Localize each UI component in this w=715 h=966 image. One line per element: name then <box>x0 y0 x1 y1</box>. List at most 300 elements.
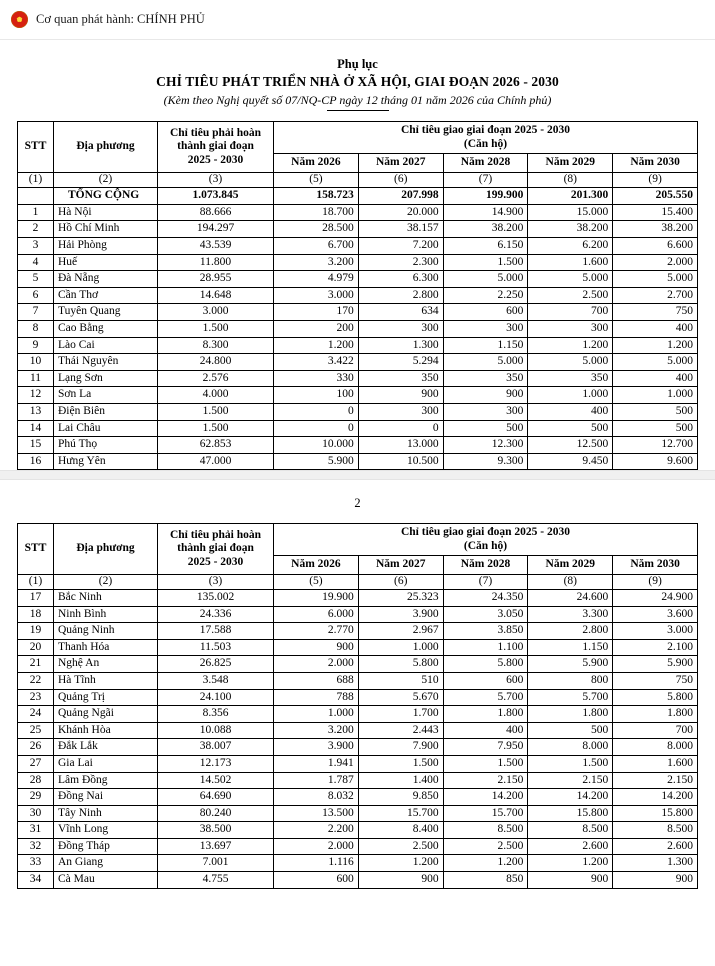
header-target-line-1-p2: Chỉ tiêu phải hoàn <box>169 528 262 541</box>
cell-2028: 5.700 <box>443 689 528 706</box>
cell-locality: Thái Nguyên <box>54 354 158 371</box>
cell-locality: Ninh Bình <box>54 606 158 623</box>
cell-locality: Quảng Ngãi <box>54 706 158 723</box>
cell-locality: Tuyên Quang <box>54 304 158 321</box>
header-year-2028: Năm 2028 <box>443 154 528 173</box>
cell-stt: 3 <box>18 237 54 254</box>
cell-2030: 5.000 <box>613 271 698 288</box>
cell-locality: Khánh Hòa <box>54 722 158 739</box>
table-row <box>18 254 698 271</box>
cell-locality: Bắc Ninh <box>54 589 158 606</box>
cell-target: 38.007 <box>158 739 274 756</box>
cell-2030: 750 <box>613 304 698 321</box>
table-row <box>18 370 698 387</box>
cell-2030: 12.700 <box>613 437 698 454</box>
issuer-label: Cơ quan phát hành: CHÍNH PHỦ <box>36 12 205 26</box>
cell-stt: 31 <box>18 822 54 839</box>
cell-2026: 19.900 <box>274 589 359 606</box>
cell-2030: 900 <box>613 872 698 889</box>
cell-2030: 2.600 <box>613 838 698 855</box>
cell-target: 13.697 <box>158 838 274 855</box>
cell-stt: 32 <box>18 838 54 855</box>
cell-locality: Cà Mau <box>54 872 158 889</box>
cell-2028: 7.950 <box>443 739 528 756</box>
table-row <box>18 689 698 706</box>
cell-2029: 38.200 <box>528 221 613 238</box>
page-number-2: 2 <box>354 496 361 511</box>
cell-2026: 3.200 <box>274 722 359 739</box>
cell-stt: 14 <box>18 420 54 437</box>
cell-target: 28.955 <box>158 271 274 288</box>
title-block <box>0 40 715 111</box>
table-row <box>18 437 698 454</box>
cell-target: 4.755 <box>158 872 274 889</box>
header-stt-p2: STT <box>18 524 54 575</box>
indicator-table-page-2 <box>17 523 698 888</box>
cell-locality: Lạng Sơn <box>54 370 158 387</box>
table-row <box>18 337 698 354</box>
cell-2030: 5.800 <box>613 689 698 706</box>
cell-target: 1.500 <box>158 320 274 337</box>
colnum-1: (1) <box>18 172 54 187</box>
cell-2029: 1.200 <box>528 337 613 354</box>
table-row <box>18 706 698 723</box>
cell-target: 1.500 <box>158 420 274 437</box>
cell-locality: Đồng Nai <box>54 789 158 806</box>
cell-target: 24.336 <box>158 606 274 623</box>
cell-target: 24.800 <box>158 354 274 371</box>
cell-2028: 6.150 <box>443 237 528 254</box>
table-1-header-row-1 <box>18 122 698 154</box>
cell-2027: 20.000 <box>358 204 443 221</box>
cell-stt: 6 <box>18 287 54 304</box>
cell-2027: 5.670 <box>358 689 443 706</box>
cell-2029: 300 <box>528 320 613 337</box>
cell-2028: 5.000 <box>443 354 528 371</box>
header-target-line-2-p2: thành giai đoạn <box>177 542 254 555</box>
cell-2027: 2.443 <box>358 722 443 739</box>
cell-target: 14.502 <box>158 772 274 789</box>
cell-2030: 5.900 <box>613 656 698 673</box>
cell-2029: 400 <box>528 403 613 420</box>
header-year-2027: Năm 2027 <box>358 154 443 173</box>
table-row <box>18 304 698 321</box>
cell-2027: 6.300 <box>358 271 443 288</box>
cell-2027: 7.900 <box>358 739 443 756</box>
cell-2026: 3.000 <box>274 287 359 304</box>
table-row <box>18 453 698 470</box>
page-separator <box>0 470 715 480</box>
cell-2030: 400 <box>613 320 698 337</box>
cell-locality: Hà Tĩnh <box>54 672 158 689</box>
header-assigned-line-2: (Căn hộ) <box>463 137 508 150</box>
header-year-2027-p2: Năm 2027 <box>358 556 443 575</box>
cell-2026: 200 <box>274 320 359 337</box>
cell-stt: 29 <box>18 789 54 806</box>
cell-2029: 15.800 <box>528 805 613 822</box>
cell-locality: Hải Phòng <box>54 237 158 254</box>
table-row <box>18 855 698 872</box>
cell-2026: 100 <box>274 387 359 404</box>
cell-2026: 4.979 <box>274 271 359 288</box>
cell-locality: Đồng Tháp <box>54 838 158 855</box>
cell-2029: 5.900 <box>528 656 613 673</box>
cell-2026: 900 <box>274 639 359 656</box>
cell-locality: Hưng Yên <box>54 453 158 470</box>
cell-locality: Thanh Hóa <box>54 639 158 656</box>
cell-2026: 788 <box>274 689 359 706</box>
cell-2029: 1.800 <box>528 706 613 723</box>
cell-2026: 2.000 <box>274 656 359 673</box>
cell-2027: 9.850 <box>358 789 443 806</box>
header-stt: STT <box>18 122 54 173</box>
cell-2028: 400 <box>443 722 528 739</box>
cell-2026: 2.200 <box>274 822 359 839</box>
header-locality-p2: Địa phương <box>54 524 158 575</box>
cell-2029: 1.600 <box>528 254 613 271</box>
cell-target: 194.297 <box>158 221 274 238</box>
table-row <box>18 287 698 304</box>
cell-2028: 1.800 <box>443 706 528 723</box>
cell-stt: 21 <box>18 656 54 673</box>
cell-2028: 900 <box>443 387 528 404</box>
document-page-1 <box>0 40 715 470</box>
colnum-6-p2: (6) <box>358 574 443 589</box>
cell-locality: Nghệ An <box>54 656 158 673</box>
cell-2030: 2.150 <box>613 772 698 789</box>
cell-2029: 2.500 <box>528 287 613 304</box>
header-target-line-2: thành giai đoạn <box>177 140 254 153</box>
cell-2028: 1.200 <box>443 855 528 872</box>
header-year-2026-p2: Năm 2026 <box>274 556 359 575</box>
cell-2026: 2.000 <box>274 838 359 855</box>
cell-2029: 3.300 <box>528 606 613 623</box>
total-2027: 207.998 <box>358 187 443 204</box>
header-target-period-p2 <box>158 524 274 575</box>
cell-target: 47.000 <box>158 453 274 470</box>
table-2-body <box>18 574 698 888</box>
cell-2027: 2.967 <box>358 623 443 640</box>
table-2-header <box>18 524 698 575</box>
cell-2026: 0 <box>274 420 359 437</box>
cell-2030: 15.400 <box>613 204 698 221</box>
cell-stt: 2 <box>18 221 54 238</box>
cell-2030: 1.300 <box>613 855 698 872</box>
cell-locality: An Giang <box>54 855 158 872</box>
cell-target: 14.648 <box>158 287 274 304</box>
cell-target: 11.800 <box>158 254 274 271</box>
cell-2029: 1.000 <box>528 387 613 404</box>
colnum-8-p2: (8) <box>528 574 613 589</box>
cell-2028: 12.300 <box>443 437 528 454</box>
cell-target: 80.240 <box>158 805 274 822</box>
cell-stt: 30 <box>18 805 54 822</box>
cell-stt: 1 <box>18 204 54 221</box>
colnum-9-p2: (9) <box>613 574 698 589</box>
cell-2027: 900 <box>358 387 443 404</box>
cell-2027: 8.400 <box>358 822 443 839</box>
table-row <box>18 589 698 606</box>
cell-2030: 2.700 <box>613 287 698 304</box>
cell-2026: 6.700 <box>274 237 359 254</box>
cell-2030: 9.600 <box>613 453 698 470</box>
cell-2029: 24.600 <box>528 589 613 606</box>
cell-2026: 6.000 <box>274 606 359 623</box>
cell-2029: 8.000 <box>528 739 613 756</box>
cell-2026: 8.032 <box>274 789 359 806</box>
cell-2029: 2.150 <box>528 772 613 789</box>
cell-stt: 18 <box>18 606 54 623</box>
cell-target: 11.503 <box>158 639 274 656</box>
cell-2027: 13.000 <box>358 437 443 454</box>
colnum-8: (8) <box>528 172 613 187</box>
total-2026: 158.723 <box>274 187 359 204</box>
cell-stt: 15 <box>18 437 54 454</box>
cell-2026: 1.941 <box>274 755 359 772</box>
table-row <box>18 320 698 337</box>
cell-2029: 1.500 <box>528 755 613 772</box>
cell-2028: 1.500 <box>443 755 528 772</box>
cell-target: 64.690 <box>158 789 274 806</box>
header-assigned-line-1: Chỉ tiêu giao giai đoạn 2025 - 2030 <box>400 124 570 137</box>
cell-2026: 330 <box>274 370 359 387</box>
cell-2028: 350 <box>443 370 528 387</box>
cell-target: 10.088 <box>158 722 274 739</box>
colnum-3: (3) <box>158 172 274 187</box>
cell-target: 8.300 <box>158 337 274 354</box>
table-row <box>18 606 698 623</box>
total-target: 1.073.845 <box>158 187 274 204</box>
table-row <box>18 822 698 839</box>
cell-stt: 19 <box>18 623 54 640</box>
cell-2027: 5.800 <box>358 656 443 673</box>
table-1-header <box>18 122 698 173</box>
cell-2028: 5.000 <box>443 271 528 288</box>
cell-locality: Vĩnh Long <box>54 822 158 839</box>
table-1-column-number-row <box>18 172 698 187</box>
cell-locality: Huế <box>54 254 158 271</box>
cell-2029: 700 <box>528 304 613 321</box>
cell-stt: 9 <box>18 337 54 354</box>
page-title: CHỈ TIÊU PHÁT TRIỂN NHÀ Ở XÃ HỘI, GIAI ĐOẠN 2026 - 2030 <box>156 73 559 89</box>
header-year-2026: Năm 2026 <box>274 154 359 173</box>
colnum-1-p2: (1) <box>18 574 54 589</box>
cell-locality: Hà Nội <box>54 204 158 221</box>
colnum-7-p2: (7) <box>443 574 528 589</box>
cell-2030: 15.800 <box>613 805 698 822</box>
table-row <box>18 772 698 789</box>
header-target-line-3-p2: 2025 - 2030 <box>187 555 244 568</box>
cell-2029: 2.600 <box>528 838 613 855</box>
header-year-2028-p2: Năm 2028 <box>443 556 528 575</box>
cell-locality: Cần Thơ <box>54 287 158 304</box>
cell-2026: 28.500 <box>274 221 359 238</box>
table-2-header-row-1 <box>18 524 698 556</box>
cell-2028: 1.150 <box>443 337 528 354</box>
cell-2030: 400 <box>613 370 698 387</box>
cell-target: 12.173 <box>158 755 274 772</box>
cell-2027: 1.700 <box>358 706 443 723</box>
cell-2030: 1.600 <box>613 755 698 772</box>
total-2030: 205.550 <box>613 187 698 204</box>
table-row <box>18 722 698 739</box>
cell-2028: 14.200 <box>443 789 528 806</box>
cell-2027: 300 <box>358 403 443 420</box>
cell-2030: 5.000 <box>613 354 698 371</box>
cell-target: 38.500 <box>158 822 274 839</box>
cell-locality: Lâm Đồng <box>54 772 158 789</box>
cell-2030: 1.200 <box>613 337 698 354</box>
cell-2029: 6.200 <box>528 237 613 254</box>
vietnam-emblem-icon <box>11 11 28 28</box>
table-row <box>18 739 698 756</box>
cell-2026: 1.000 <box>274 706 359 723</box>
cell-2029: 350 <box>528 370 613 387</box>
cell-2028: 300 <box>443 403 528 420</box>
cell-2029: 14.200 <box>528 789 613 806</box>
header-locality: Địa phương <box>54 122 158 173</box>
cell-2028: 2.250 <box>443 287 528 304</box>
cell-2026: 5.900 <box>274 453 359 470</box>
cell-2029: 8.500 <box>528 822 613 839</box>
header-assigned-group <box>274 122 698 154</box>
cell-stt: 26 <box>18 739 54 756</box>
cell-target: 3.000 <box>158 304 274 321</box>
cell-stt: 22 <box>18 672 54 689</box>
cell-stt: 10 <box>18 354 54 371</box>
cell-2026: 600 <box>274 872 359 889</box>
table-row-total <box>18 187 698 204</box>
cell-2027: 1.400 <box>358 772 443 789</box>
cell-2027: 7.200 <box>358 237 443 254</box>
table-row <box>18 271 698 288</box>
cell-locality: Tây Ninh <box>54 805 158 822</box>
colnum-2-p2: (2) <box>54 574 158 589</box>
cell-2027: 1.000 <box>358 639 443 656</box>
cell-locality: Gia Lai <box>54 755 158 772</box>
colnum-7: (7) <box>443 172 528 187</box>
cell-2026: 0 <box>274 403 359 420</box>
header-assigned-group-p2 <box>274 524 698 556</box>
page-subtitle: (Kèm theo Nghị quyết số 07/NQ-CP ngày 12 tháng 01 năm 2026 của Chính phủ) <box>163 93 552 108</box>
cell-2027: 5.294 <box>358 354 443 371</box>
cell-2029: 500 <box>528 722 613 739</box>
cell-2029: 500 <box>528 420 613 437</box>
cell-2026: 1.116 <box>274 855 359 872</box>
cell-target: 1.500 <box>158 403 274 420</box>
cell-2028: 600 <box>443 304 528 321</box>
table-row <box>18 672 698 689</box>
cell-2030: 2.100 <box>613 639 698 656</box>
cell-target: 135.002 <box>158 589 274 606</box>
cell-2030: 1.800 <box>613 706 698 723</box>
cell-2027: 2.800 <box>358 287 443 304</box>
cell-stt: 20 <box>18 639 54 656</box>
cell-2029: 2.800 <box>528 623 613 640</box>
cell-target: 62.853 <box>158 437 274 454</box>
table-row <box>18 221 698 238</box>
cell-2030: 3.000 <box>613 623 698 640</box>
table-row <box>18 204 698 221</box>
cell-2027: 0 <box>358 420 443 437</box>
cell-2030: 3.600 <box>613 606 698 623</box>
table-row <box>18 639 698 656</box>
cell-target: 3.548 <box>158 672 274 689</box>
table-row <box>18 623 698 640</box>
cell-2027: 1.200 <box>358 855 443 872</box>
cell-2027: 10.500 <box>358 453 443 470</box>
cell-stt: 34 <box>18 872 54 889</box>
table-row <box>18 789 698 806</box>
cell-2029: 15.000 <box>528 204 613 221</box>
cell-2028: 14.900 <box>443 204 528 221</box>
header-target-period <box>158 122 274 173</box>
colnum-3-p2: (3) <box>158 574 274 589</box>
cell-2028: 300 <box>443 320 528 337</box>
cell-2030: 500 <box>613 420 698 437</box>
cell-2027: 2.500 <box>358 838 443 855</box>
table-row <box>18 354 698 371</box>
cell-2028: 2.150 <box>443 772 528 789</box>
cell-2028: 3.050 <box>443 606 528 623</box>
cell-target: 17.588 <box>158 623 274 640</box>
header-year-2029: Năm 2029 <box>528 154 613 173</box>
total-2028: 199.900 <box>443 187 528 204</box>
cell-2027: 900 <box>358 872 443 889</box>
colnum-9: (9) <box>613 172 698 187</box>
cell-stt: 27 <box>18 755 54 772</box>
cell-locality: Sơn La <box>54 387 158 404</box>
cell-stt: 23 <box>18 689 54 706</box>
header-assigned-line-2-p2: (Căn hộ) <box>463 539 508 552</box>
cell-2027: 1.500 <box>358 755 443 772</box>
header-year-2029-p2: Năm 2029 <box>528 556 613 575</box>
cell-locality: Lào Cai <box>54 337 158 354</box>
table-row <box>18 872 698 889</box>
cell-target: 88.666 <box>158 204 274 221</box>
table-row <box>18 805 698 822</box>
cell-stt: 17 <box>18 589 54 606</box>
table-row <box>18 755 698 772</box>
cell-2028: 850 <box>443 872 528 889</box>
cell-2026: 2.770 <box>274 623 359 640</box>
cell-2029: 12.500 <box>528 437 613 454</box>
total-label: TỔNG CỘNG <box>54 187 158 204</box>
cell-2028: 38.200 <box>443 221 528 238</box>
cell-2027: 15.700 <box>358 805 443 822</box>
cell-2027: 3.900 <box>358 606 443 623</box>
cell-stt: 5 <box>18 271 54 288</box>
cell-2029: 5.000 <box>528 354 613 371</box>
total-2029: 201.300 <box>528 187 613 204</box>
cell-locality: Cao Bằng <box>54 320 158 337</box>
cell-2029: 1.200 <box>528 855 613 872</box>
cell-2027: 300 <box>358 320 443 337</box>
table-row <box>18 237 698 254</box>
cell-stt: 33 <box>18 855 54 872</box>
cell-target: 4.000 <box>158 387 274 404</box>
cell-2030: 24.900 <box>613 589 698 606</box>
cell-2026: 18.700 <box>274 204 359 221</box>
cell-target: 2.576 <box>158 370 274 387</box>
cell-2026: 10.000 <box>274 437 359 454</box>
cell-2027: 25.323 <box>358 589 443 606</box>
document-page-2 <box>0 480 715 888</box>
cell-2028: 500 <box>443 420 528 437</box>
cell-stt: 24 <box>18 706 54 723</box>
cell-stt: 16 <box>18 453 54 470</box>
cell-2026: 3.422 <box>274 354 359 371</box>
